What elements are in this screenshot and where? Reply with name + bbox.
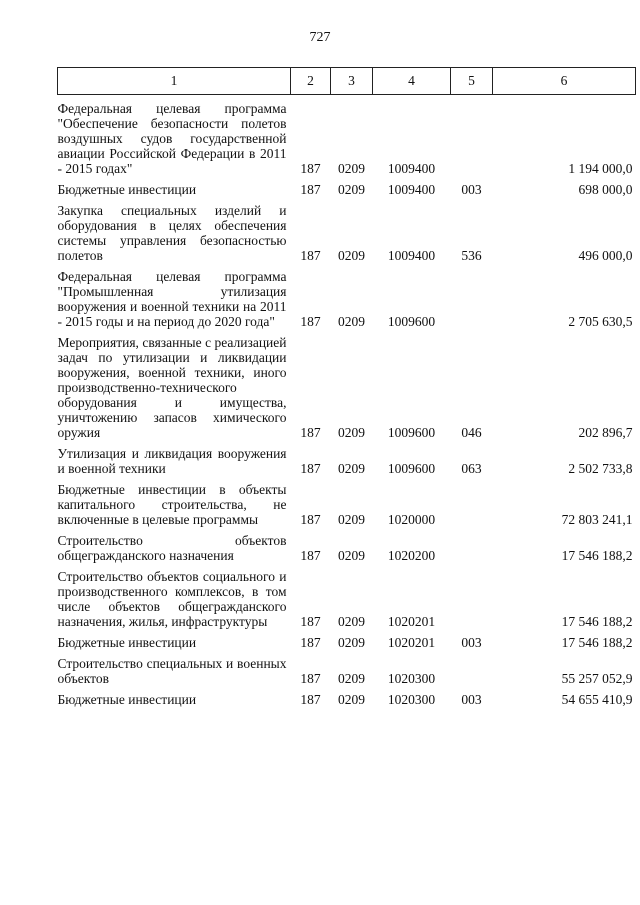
row-name: Строительство объектов общегражданского назначения (57, 533, 287, 563)
row-expense-type (451, 563, 493, 629)
row-gr: 187 (300, 182, 321, 197)
row-amount: 1 194 000,0 (568, 161, 633, 176)
row-section: 0209 (338, 425, 365, 440)
row-name: Утилизация и ликвидация вооружения и военной техники (57, 446, 287, 476)
table-row (58, 476, 636, 527)
row-gr: 187 (300, 692, 321, 707)
row-expense-type: 063 (461, 461, 482, 476)
row-amount: 2 502 733,8 (568, 461, 633, 476)
row-section: 0209 (338, 671, 365, 686)
row-section: 0209 (338, 248, 365, 263)
row-target-article: 1020300 (387, 692, 436, 707)
row-target-article: 1009400 (387, 182, 436, 197)
table-row (58, 686, 636, 707)
row-expense-type (451, 527, 493, 563)
header-col-3: 3 (331, 68, 373, 95)
row-target-article: 1020000 (387, 512, 436, 527)
header-row (58, 68, 636, 95)
row-target-article: 1009400 (387, 161, 436, 176)
row-target-article: 1020200 (387, 548, 436, 563)
row-section: 0209 (338, 512, 365, 527)
row-name: Бюджетные инвестиции (57, 635, 197, 650)
row-name: Бюджетные инвестиции (57, 692, 197, 707)
row-gr: 187 (300, 614, 321, 629)
row-name: Бюджетные инвестиции в объекты капитального строительства, не включенные в целевые программы (57, 482, 287, 527)
budget-table (57, 67, 636, 707)
row-amount: 72 803 241,1 (561, 512, 633, 527)
row-target-article: 1020300 (387, 671, 436, 686)
table-body (58, 95, 636, 708)
header-col-6: 6 (493, 68, 636, 95)
table-row (58, 629, 636, 650)
row-gr: 187 (300, 314, 321, 329)
row-expense-type: 046 (461, 425, 482, 440)
row-name: Федеральная целевая программа "Обеспечение безопасности полетов воздушных судов государственной авиации Российской Федерации в 2011 - 2015 годах" (57, 101, 287, 176)
header-col-4: 4 (373, 68, 451, 95)
row-name: Федеральная целевая программа "Промышленная утилизация вооружения и военной техники на 2011 - 2015 годы и на период до 2020 года" (57, 269, 287, 329)
header-col-1: 1 (58, 68, 291, 95)
header-col-2: 2 (291, 68, 331, 95)
row-amount: 698 000,0 (578, 182, 633, 197)
table-row (58, 440, 636, 476)
row-amount: 496 000,0 (578, 248, 633, 263)
row-amount: 54 655 410,9 (561, 692, 633, 707)
row-gr: 187 (300, 635, 321, 650)
row-expense-type: 003 (461, 692, 482, 707)
row-gr: 187 (300, 548, 321, 563)
row-target-article: 1009600 (387, 314, 436, 329)
table-row (58, 650, 636, 686)
row-amount: 55 257 052,9 (561, 671, 633, 686)
row-section: 0209 (338, 314, 365, 329)
row-name: Строительство объектов социального и производственного комплексов, в том числе объектов общегражданского назначения, жилья, инфраструктуры (57, 569, 287, 629)
row-gr: 187 (300, 248, 321, 263)
row-section: 0209 (338, 614, 365, 629)
row-gr: 187 (300, 425, 321, 440)
row-section: 0209 (338, 635, 365, 650)
row-expense-type: 003 (461, 635, 482, 650)
table-row (58, 176, 636, 197)
table-row (58, 197, 636, 263)
row-section: 0209 (338, 182, 365, 197)
row-expense-type (451, 476, 493, 527)
row-section: 0209 (338, 161, 365, 176)
row-gr: 187 (300, 161, 321, 176)
table-row (58, 95, 636, 177)
row-target-article: 1020201 (387, 614, 436, 629)
table-row (58, 329, 636, 440)
row-name: Бюджетные инвестиции (57, 182, 197, 197)
row-section: 0209 (338, 548, 365, 563)
row-name: Строительство специальных и военных объектов (57, 656, 287, 686)
row-target-article: 1009400 (387, 248, 436, 263)
row-section: 0209 (338, 692, 365, 707)
row-expense-type (451, 95, 493, 177)
row-amount: 17 546 188,2 (561, 548, 633, 563)
row-gr: 187 (300, 512, 321, 527)
row-name: Закупка специальных изделий и оборудования в целях обеспечения системы управления безопасностью полетов (57, 203, 287, 263)
row-amount: 2 705 630,5 (568, 314, 633, 329)
table-row (58, 563, 636, 629)
table-row (58, 527, 636, 563)
row-amount: 202 896,7 (578, 425, 633, 440)
row-amount: 17 546 188,2 (561, 635, 633, 650)
row-amount: 17 546 188,2 (561, 614, 633, 629)
header-col-5: 5 (451, 68, 493, 95)
page-number: 727 (309, 30, 331, 45)
table-row (58, 263, 636, 329)
row-section: 0209 (338, 461, 365, 476)
row-name: Мероприятия, связанные с реализацией задач по утилизации и ликвидации вооружения, военной техники, иного производственно-технического оборудования и имущества, уничтожению запасов химического оружия (57, 335, 287, 440)
row-target-article: 1020201 (387, 635, 436, 650)
row-expense-type (451, 263, 493, 329)
row-expense-type: 536 (461, 248, 482, 263)
row-expense-type (451, 650, 493, 686)
row-gr: 187 (300, 671, 321, 686)
row-target-article: 1009600 (387, 425, 436, 440)
row-gr: 187 (300, 461, 321, 476)
row-expense-type: 003 (461, 182, 482, 197)
row-target-article: 1009600 (387, 461, 436, 476)
